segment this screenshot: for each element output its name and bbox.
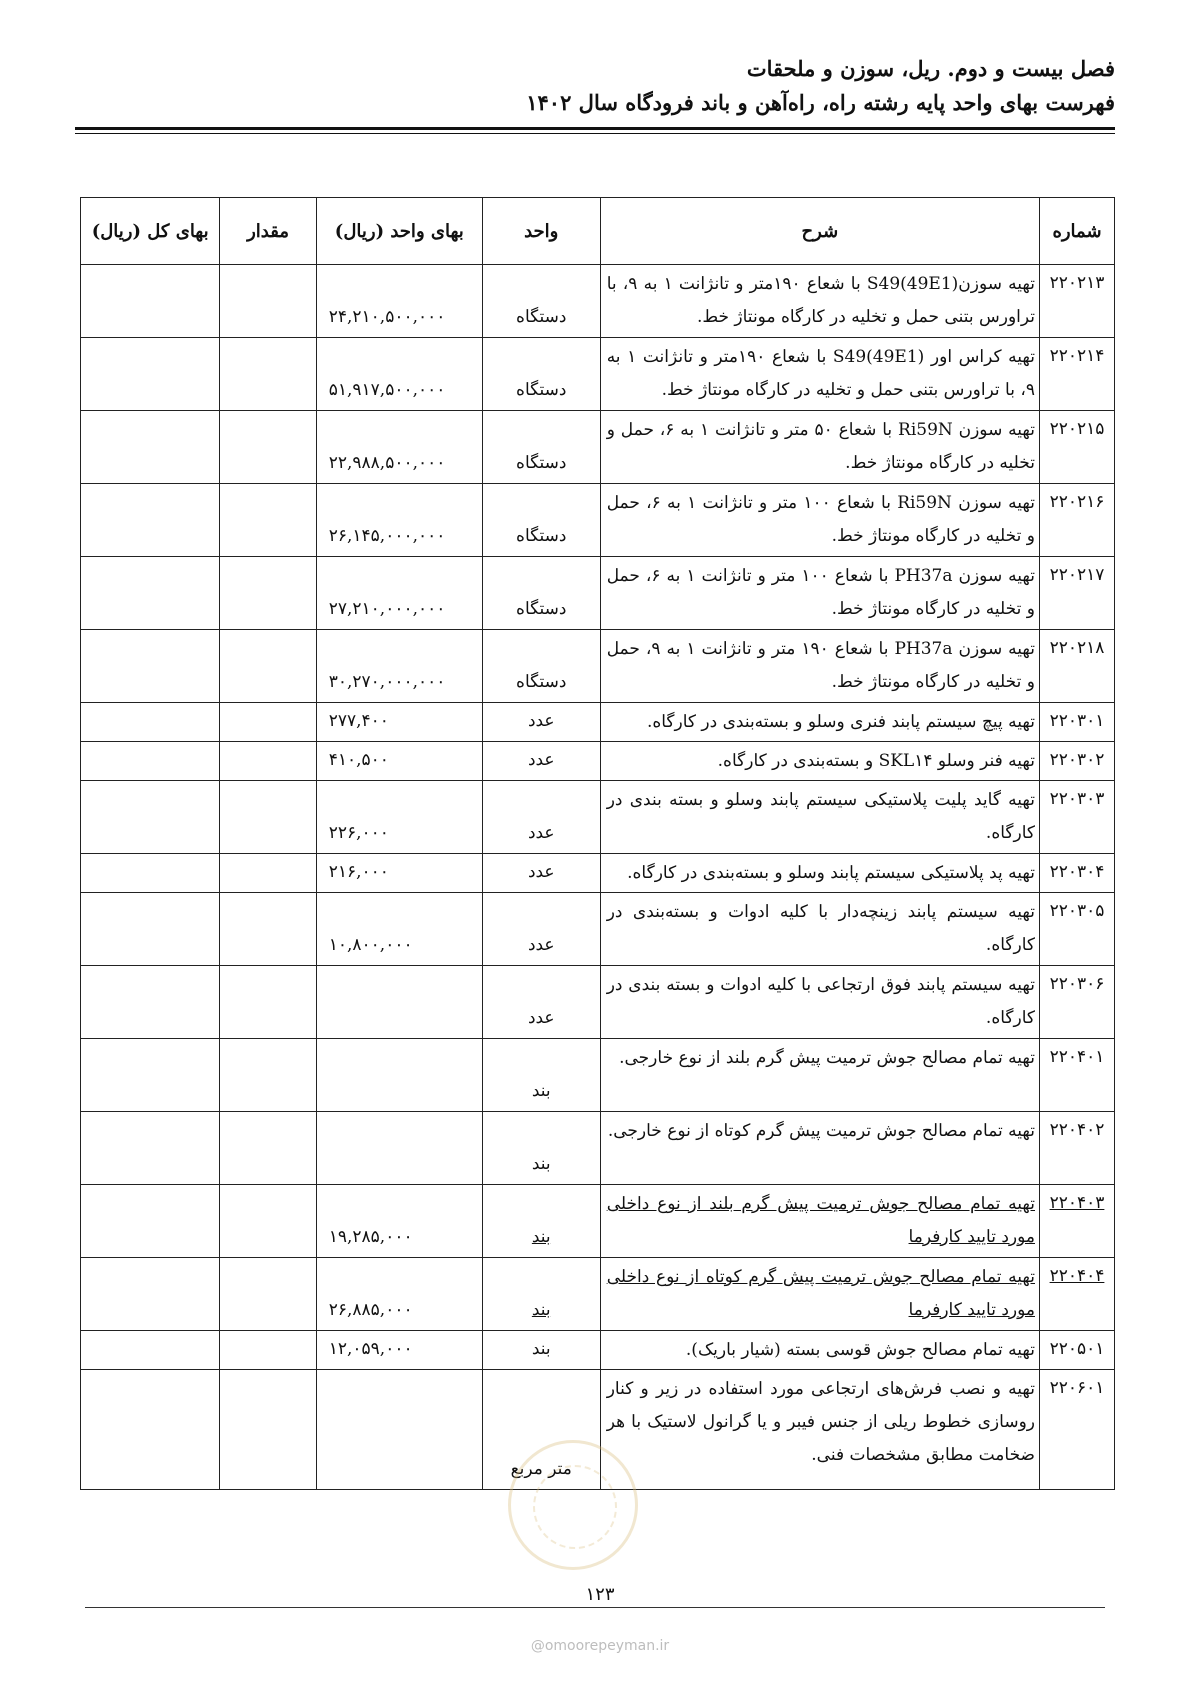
row-code: ۲۲۰۳۰۴: [1040, 854, 1115, 893]
row-total-price: [81, 557, 220, 630]
row-code: ۲۲۰۴۰۲: [1040, 1112, 1115, 1185]
row-unit: بند: [482, 1112, 600, 1185]
header-rule-thin: [75, 133, 1115, 134]
row-unit-price: ۳۰,۲۷۰,۰۰۰,۰۰۰: [316, 630, 482, 703]
row-total-price: [81, 1185, 220, 1258]
row-unit-price: ۲۲۶,۰۰۰: [316, 781, 482, 854]
row-total-price: [81, 703, 220, 742]
row-total-price: [81, 1258, 220, 1331]
row-total-price: [81, 1331, 220, 1370]
row-unit-price: ۵۱,۹۱۷,۵۰۰,۰۰۰: [316, 338, 482, 411]
row-description: تهیه پیچ سیستم پابند فنری وسلو و بسته‌بندی در کارگاه.: [600, 703, 1039, 742]
row-description: تهیه پد پلاستیکی سیستم پابند وسلو و بسته‌بندی در کارگاه.: [600, 854, 1039, 893]
table-row: [81, 1258, 1115, 1331]
row-unit: عدد: [482, 966, 600, 1039]
row-description: تهیه تمام مصالح جوش ترمیت پیش گرم بلند از نوع خارجی.: [600, 1039, 1039, 1112]
row-unit: دستگاه: [482, 265, 600, 338]
row-quantity: [220, 742, 316, 781]
col-header-description: شرح: [600, 198, 1039, 265]
row-total-price: [81, 484, 220, 557]
row-unit: بند: [482, 1039, 600, 1112]
row-code: ۲۲۰۲۱۳: [1040, 265, 1115, 338]
row-unit: دستگاه: [482, 338, 600, 411]
row-code: ۲۲۰۲۱۵: [1040, 411, 1115, 484]
row-description: تهیه تمام مصالح جوش قوسی بسته (شیار باریک).: [600, 1331, 1039, 1370]
col-header-code: شماره: [1040, 198, 1115, 265]
table-row: [81, 265, 1115, 338]
table-row: [81, 557, 1115, 630]
table-row: [81, 411, 1115, 484]
row-quantity: [220, 1370, 316, 1490]
table-row: [81, 484, 1115, 557]
row-code: ۲۲۰۳۰۲: [1040, 742, 1115, 781]
table-header-row: [81, 198, 1115, 265]
row-total-price: [81, 966, 220, 1039]
col-header-quantity: مقدار: [220, 198, 316, 265]
row-total-price: [81, 893, 220, 966]
row-code: ۲۲۰۳۰۵: [1040, 893, 1115, 966]
row-description: تهیه سوزن PH37a با شعاع ۱۰۰ متر و تانژانت ۱ به ۶، حمل و تخلیه در کارگاه مونتاژ خط.: [600, 557, 1039, 630]
table-row: [81, 1331, 1115, 1370]
table-row: [81, 1112, 1115, 1185]
row-total-price: [81, 1112, 220, 1185]
price-list-title: فهرست بهای واحد پایه رشته راه، راه‌آهن و باند فرودگاه سال ۱۴۰۲: [526, 90, 1115, 115]
row-code: ۲۲۰۳۰۳: [1040, 781, 1115, 854]
row-description: تهیه سیستم پابند فوق ارتجاعی با کلیه ادوات و بسته بندی در کارگاه.: [600, 966, 1039, 1039]
row-quantity: [220, 557, 316, 630]
row-unit-price: [316, 1370, 482, 1490]
table-row: [81, 781, 1115, 854]
row-description: تهیه و نصب فرش‌های ارتجاعی مورد استفاده در زیر و کنار روسازی خطوط ریلی از جنس فیبر و یا گرانول لاستیک با هر ضخامت مطابق مشخصات فنی.: [600, 1370, 1039, 1490]
row-unit: عدد: [482, 742, 600, 781]
table-row: [81, 630, 1115, 703]
row-code: ۲۲۰۵۰۱: [1040, 1331, 1115, 1370]
row-total-price: [81, 1039, 220, 1112]
chapter-title: فصل بیست و دوم. ریل، سوزن و ملحقات: [746, 56, 1115, 81]
row-unit-price: ۲۱۶,۰۰۰: [316, 854, 482, 893]
row-quantity: [220, 484, 316, 557]
row-unit: بند: [482, 1185, 600, 1258]
row-quantity: [220, 630, 316, 703]
row-unit: عدد: [482, 703, 600, 742]
row-unit-price: ۱۰,۸۰۰,۰۰۰: [316, 893, 482, 966]
row-code: ۲۲۰۴۰۴: [1040, 1258, 1115, 1331]
col-header-total-price: بهای کل (ریال): [81, 198, 220, 265]
row-quantity: [220, 338, 316, 411]
row-code: ۲۲۰۲۱۶: [1040, 484, 1115, 557]
row-code: ۲۲۰۶۰۱: [1040, 1370, 1115, 1490]
page-header: [75, 52, 1115, 120]
row-quantity: [220, 411, 316, 484]
table-row: [81, 1185, 1115, 1258]
row-unit-price: ۱۹,۲۸۵,۰۰۰: [316, 1185, 482, 1258]
row-unit-price: ۲۶,۸۸۵,۰۰۰: [316, 1258, 482, 1331]
row-description: تهیه تمام مصالح جوش ترمیت پیش گرم بلند از نوع داخلی مورد تایید کارفرما: [600, 1185, 1039, 1258]
row-unit-price: ۲۶,۱۴۵,۰۰۰,۰۰۰: [316, 484, 482, 557]
row-total-price: [81, 265, 220, 338]
row-total-price: [81, 854, 220, 893]
row-total-price: [81, 630, 220, 703]
row-unit-price: ۲۷۷,۴۰۰: [316, 703, 482, 742]
row-description: تهیه تمام مصالح جوش ترمیت پیش گرم کوتاه از نوع داخلی مورد تایید کارفرما: [600, 1258, 1039, 1331]
row-description: تهیه تمام مصالح جوش ترمیت پیش گرم کوتاه از نوع خارجی.: [600, 1112, 1039, 1185]
row-description: تهیه سوزن Ri59N با شعاع ۵۰ متر و تانژانت ۱ به ۶، حمل و تخلیه در کارگاه مونتاژ خط.: [600, 411, 1039, 484]
page-number: ۱۲۳: [585, 1584, 615, 1605]
row-unit: دستگاه: [482, 411, 600, 484]
row-code: ۲۲۰۳۰۱: [1040, 703, 1115, 742]
row-unit-price: [316, 1112, 482, 1185]
row-code: ۲۲۰۴۰۱: [1040, 1039, 1115, 1112]
col-header-unit-price: بهای واحد (ریال): [316, 198, 482, 265]
row-unit-price: ۲۲,۹۸۸,۵۰۰,۰۰۰: [316, 411, 482, 484]
row-description: تهیه سیستم پابند زینچه‌دار با کلیه ادوات و بسته‌بندی در کارگاه.: [600, 893, 1039, 966]
row-total-price: [81, 781, 220, 854]
table-row: [81, 893, 1115, 966]
row-quantity: [220, 1112, 316, 1185]
row-code: ۲۲۰۳۰۶: [1040, 966, 1115, 1039]
row-description: تهیه سوزن(S49(49E1 با شعاع ۱۹۰متر و تانژانت ۱ به ۹، با تراورس بتنی حمل و تخلیه در کارگاه مونتاژ خط.: [600, 265, 1039, 338]
row-quantity: [220, 703, 316, 742]
row-quantity: [220, 1258, 316, 1331]
row-unit: دستگاه: [482, 557, 600, 630]
row-quantity: [220, 1039, 316, 1112]
row-unit-price: ۱۲,۰۵۹,۰۰۰: [316, 1331, 482, 1370]
col-header-unit: واحد: [482, 198, 600, 265]
row-description: تهیه کراس اور (S49(49E1 با شعاع ۱۹۰متر و تانژانت ۱ به ۹، با تراورس بتنی حمل و تخلیه در کارگاه مونتاژ خط.: [600, 338, 1039, 411]
table-row: [81, 703, 1115, 742]
table-row: [81, 1039, 1115, 1112]
row-code: ۲۲۰۲۱۷: [1040, 557, 1115, 630]
watermark-text: @omoorepeyman.ir: [530, 1638, 670, 1654]
row-description: تهیه فنر وسلو SKL۱۴ و بسته‌بندی در کارگاه.: [600, 742, 1039, 781]
row-unit-price: ۴۱۰,۵۰۰: [316, 742, 482, 781]
table-row: [81, 742, 1115, 781]
row-quantity: [220, 966, 316, 1039]
row-unit: عدد: [482, 781, 600, 854]
row-code: ۲۲۰۲۱۴: [1040, 338, 1115, 411]
row-unit: عدد: [482, 893, 600, 966]
row-description: تهیه سوزن Ri59N با شعاع ۱۰۰ متر و تانژانت ۱ به ۶، حمل و تخلیه در کارگاه مونتاژ خط.: [600, 484, 1039, 557]
footer-rule: [85, 1607, 1105, 1608]
row-unit: دستگاه: [482, 630, 600, 703]
row-unit-price: [316, 966, 482, 1039]
row-unit-price: ۲۷,۲۱۰,۰۰۰,۰۰۰: [316, 557, 482, 630]
row-unit: عدد: [482, 854, 600, 893]
row-description: تهیه سوزن PH37a با شعاع ۱۹۰ متر و تانژانت ۱ به ۹، حمل و تخلیه در کارگاه مونتاژ خط.: [600, 630, 1039, 703]
price-table: [80, 197, 1115, 1490]
row-quantity: [220, 854, 316, 893]
row-unit-price: [316, 1039, 482, 1112]
row-quantity: [220, 265, 316, 338]
row-description: تهیه گاید پلیت پلاستیکی سیستم پابند وسلو و بسته بندی در کارگاه.: [600, 781, 1039, 854]
table-row: [81, 966, 1115, 1039]
row-quantity: [220, 1331, 316, 1370]
table-row: [81, 854, 1115, 893]
row-total-price: [81, 742, 220, 781]
row-unit: متر مربع: [482, 1370, 600, 1490]
table-row: [81, 338, 1115, 411]
table-row: [81, 1370, 1115, 1490]
header-rule-thick: [75, 127, 1115, 130]
row-total-price: [81, 411, 220, 484]
row-quantity: [220, 893, 316, 966]
row-total-price: [81, 338, 220, 411]
row-code: ۲۲۰۲۱۸: [1040, 630, 1115, 703]
row-unit: بند: [482, 1331, 600, 1370]
row-total-price: [81, 1370, 220, 1490]
row-unit: بند: [482, 1258, 600, 1331]
row-code: ۲۲۰۴۰۳: [1040, 1185, 1115, 1258]
row-unit-price: ۲۴,۲۱۰,۵۰۰,۰۰۰: [316, 265, 482, 338]
row-unit: دستگاه: [482, 484, 600, 557]
row-quantity: [220, 1185, 316, 1258]
row-quantity: [220, 781, 316, 854]
